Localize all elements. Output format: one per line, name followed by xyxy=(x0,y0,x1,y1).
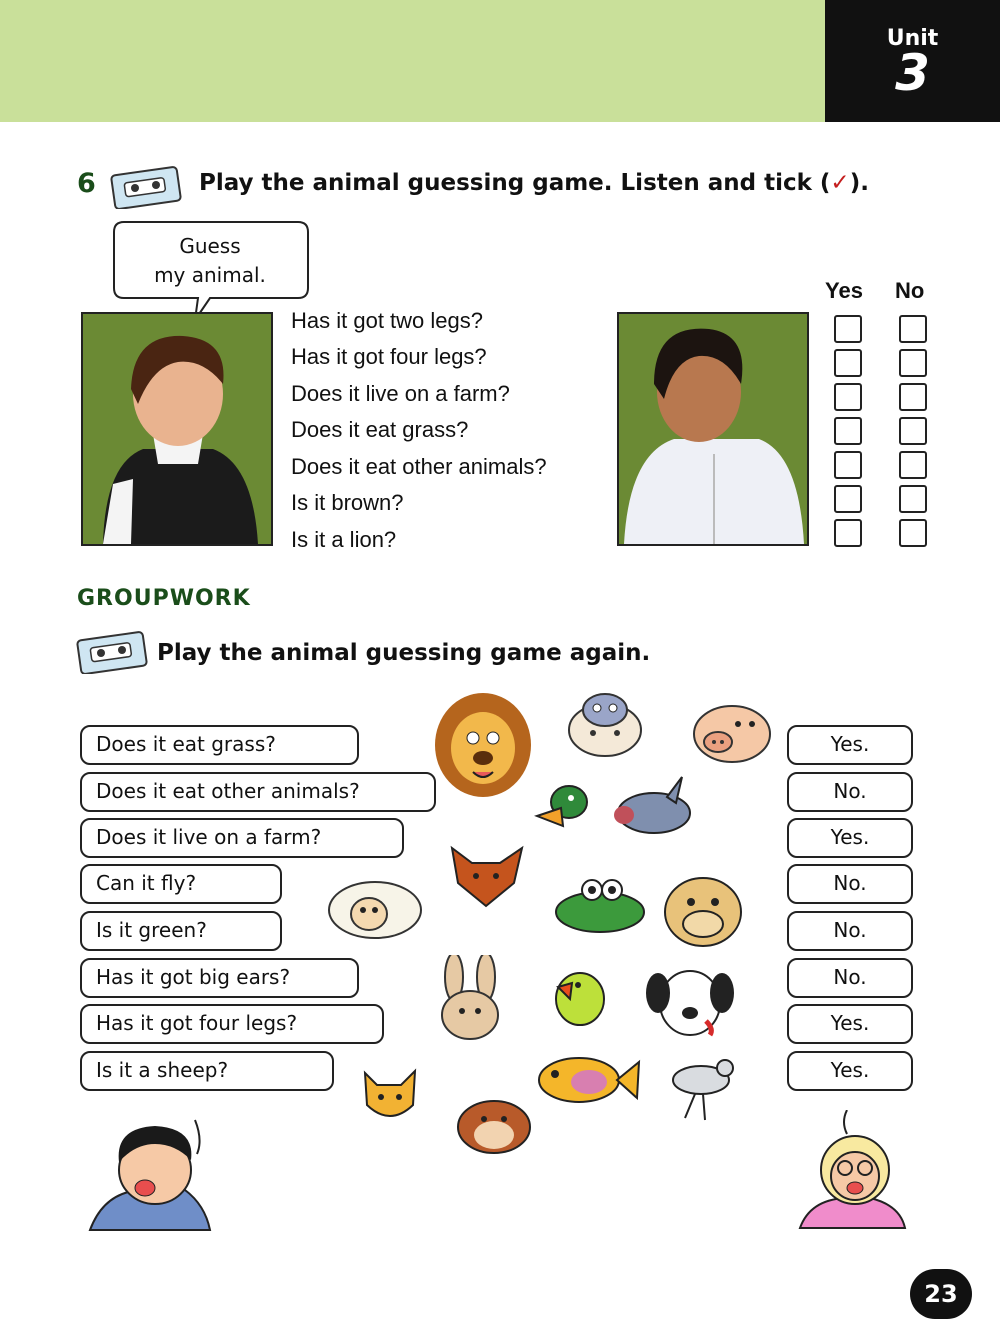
sheep-icon xyxy=(325,876,425,942)
question-bubble-text: Does it eat grass? xyxy=(96,732,276,756)
yes-checkbox-5[interactable] xyxy=(834,451,862,479)
answer-bubble xyxy=(787,864,913,904)
unit-badge xyxy=(825,0,1000,122)
tick-symbol: ✓ xyxy=(830,170,850,196)
cat-icon xyxy=(357,1063,423,1127)
answer-bubble xyxy=(787,725,913,765)
answer-bubble xyxy=(787,911,913,951)
cassette-icon xyxy=(110,165,184,209)
question-bubble xyxy=(80,958,359,998)
page-number: 23 xyxy=(910,1269,972,1319)
exercise-number: 6 xyxy=(77,168,96,199)
answer-bubble xyxy=(787,1004,913,1044)
no-checkbox-5[interactable] xyxy=(899,451,927,479)
question-6: Is it brown? xyxy=(291,490,404,515)
instruction-text: Play the animal guessing game. Listen and tick ( xyxy=(199,170,831,196)
lion-icon xyxy=(433,690,533,805)
yes-checkbox-6[interactable] xyxy=(834,485,862,513)
donkey-icon xyxy=(612,775,698,837)
question-5: Does it eat other animals? xyxy=(291,454,547,479)
hamster-icon xyxy=(454,1093,534,1157)
question-bubble xyxy=(80,818,404,858)
yes-column-header: Yes xyxy=(825,278,863,303)
answer-bubble-text: Yes. xyxy=(830,732,870,756)
question-bubble xyxy=(80,725,359,765)
answer-bubble xyxy=(787,818,913,858)
fox-icon xyxy=(442,838,530,908)
mouse-icon xyxy=(665,1058,741,1122)
dog-icon xyxy=(644,965,736,1037)
cassette-icon xyxy=(76,630,150,674)
answer-bubble-text: No. xyxy=(833,779,867,803)
instruction-end: ). xyxy=(849,170,869,196)
unit-number: 3 xyxy=(895,44,930,102)
hippo-icon xyxy=(565,688,645,758)
no-checkbox-1[interactable] xyxy=(899,315,927,343)
speech-line-1: Guess xyxy=(179,234,241,258)
exercise-instruction xyxy=(199,170,869,196)
yes-checkbox-7[interactable] xyxy=(834,519,862,547)
no-checkbox-3[interactable] xyxy=(899,383,927,411)
question-bubble xyxy=(80,911,282,951)
answer-bubble xyxy=(787,958,913,998)
yes-checkbox-1[interactable] xyxy=(834,315,862,343)
no-checkbox-6[interactable] xyxy=(899,485,927,513)
question-bubble-text: Does it live on a farm? xyxy=(96,825,322,849)
question-bubble xyxy=(80,1004,384,1044)
no-checkbox-7[interactable] xyxy=(899,519,927,547)
answer-bubble xyxy=(787,1051,913,1091)
speech-line-2: my animal. xyxy=(154,263,266,287)
frog-icon xyxy=(552,876,647,938)
parrot-icon xyxy=(548,965,610,1027)
question-7: Is it a lion? xyxy=(291,527,397,552)
unit-label: Unit xyxy=(886,26,939,51)
yes-checkbox-4[interactable] xyxy=(834,417,862,445)
girl-cartoon xyxy=(795,1110,910,1230)
groupwork-instruction: Play the animal guessing game again. xyxy=(157,640,651,666)
question-1: Has it got two legs? xyxy=(291,308,483,333)
boy-cartoon xyxy=(85,1110,215,1235)
question-2: Has it got four legs? xyxy=(291,344,487,369)
groupwork-title: GROUPWORK xyxy=(77,586,251,611)
question-bubble-text: Can it fly? xyxy=(96,871,197,895)
duck-icon xyxy=(533,782,591,832)
yes-checkbox-2[interactable] xyxy=(834,349,862,377)
yes-checkbox-3[interactable] xyxy=(834,383,862,411)
boy-photo xyxy=(617,312,809,546)
no-checkbox-2[interactable] xyxy=(899,349,927,377)
question-3: Does it live on a farm? xyxy=(291,381,510,406)
answer-bubble-text: Yes. xyxy=(830,1058,870,1082)
question-bubble-text: Has it got four legs? xyxy=(96,1011,298,1035)
question-bubble-text: Is it green? xyxy=(96,918,207,942)
answer-bubble-text: Yes. xyxy=(830,1011,870,1035)
answer-bubble-text: Yes. xyxy=(830,825,870,849)
answer-bubble-text: No. xyxy=(833,918,867,942)
girl-photo xyxy=(81,312,273,546)
pig-icon xyxy=(688,698,776,768)
question-bubble xyxy=(80,1051,334,1091)
question-bubble xyxy=(80,864,282,904)
rabbit-icon xyxy=(424,955,516,1043)
no-column-header: No xyxy=(895,278,925,303)
cow-icon xyxy=(657,866,749,950)
answer-bubble-text: No. xyxy=(833,965,867,989)
header-band xyxy=(0,0,825,122)
answer-bubble-text: No. xyxy=(833,871,867,895)
question-bubble-text: Is it a sheep? xyxy=(96,1058,229,1082)
answer-bubble xyxy=(787,772,913,812)
question-bubble-text: Does it eat other animals? xyxy=(96,779,360,803)
question-bubble-text: Has it got big ears? xyxy=(96,965,291,989)
no-checkbox-4[interactable] xyxy=(899,417,927,445)
question-bubble xyxy=(80,772,436,812)
fish-icon xyxy=(533,1050,643,1110)
question-4: Does it eat grass? xyxy=(291,417,469,442)
